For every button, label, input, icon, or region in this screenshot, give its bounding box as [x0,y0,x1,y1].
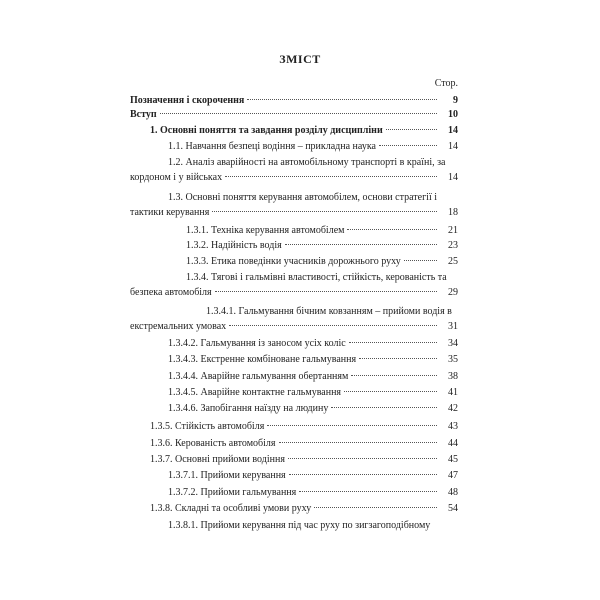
toc-entry [168,140,458,154]
toc-entry [168,486,458,500]
toc-entry-label: Вступ [130,109,157,120]
toc-entry-label: 1.3.4.2. Гальмування із заносом усіх коліс [168,338,346,349]
leader-dots [279,442,438,443]
toc-entry-page: 41 [448,387,458,398]
toc-entry-label: 1.3.7.2. Прийоми гальмування [168,487,297,498]
toc-entry [130,108,458,122]
toc-entry-page: 34 [448,338,458,349]
toc-entry-page: 38 [448,371,458,382]
toc-entry-page: 9 [453,95,458,106]
toc-entry [150,453,458,467]
leader-dots [351,375,437,376]
toc-entry-page: 54 [448,503,458,514]
toc-entry-page: 42 [448,403,458,414]
toc-entry-label: 1.3.4.4. Аварійне гальмування обертанням [168,371,349,382]
toc-entry-page: 25 [448,256,458,267]
leader-dots [289,474,437,475]
toc-entry-label: 1.3.1. Техніка керування автомобілем [186,225,345,236]
leader-dots [285,244,437,245]
toc-entry-page: 14 [448,172,458,183]
leader-dots [344,391,437,392]
toc-entry [130,286,458,300]
toc-entry [168,370,458,384]
toc-entry [168,402,458,416]
toc-entry-label-line1: 1.2. Аналіз аварійності на автомобільному транспорті в країні, за [168,157,446,168]
leader-dots [247,99,437,100]
leader-dots [379,145,437,146]
toc-entry-page: 14 [448,141,458,152]
toc-entry [186,239,458,253]
toc-entry-page: 45 [448,454,458,465]
toc-entry-page: 48 [448,487,458,498]
leader-dots [349,342,437,343]
page-title: ЗМІСТ [279,52,321,66]
toc-entry-label: 1.3.8. Складні та особливі умови руху [150,503,312,514]
toc-entry-page: 47 [448,470,458,481]
toc-entry-label: 1.3.3. Етика поведінки учасників дорожнього руху [186,256,401,267]
toc-entry-label: 1.3.4.6. Запобігання наїзду на людину [168,403,329,414]
toc-entry-label: 1.3.4.5. Аварійне контактне гальмування [168,387,342,398]
toc-entry-label: 1.3.2. Надійність водія [186,240,282,251]
leader-dots [386,129,437,130]
toc-entry-page: 23 [448,240,458,251]
toc-entry [168,386,458,400]
toc-entry-label-line1: 1.3.4. Тягові і гальмівні властивості, стійкість, керованість та [186,272,447,283]
toc-entry-page: 14 [448,125,458,136]
toc-entry-label: 1.3.6. Керованість автомобіля [150,438,276,449]
leader-dots [215,291,437,292]
toc-entry-label-line1: 1.3.8.1. Прийоми керування під час руху по зигзагоподібному [168,520,431,531]
leader-dots [229,325,437,326]
toc-entry [130,206,458,220]
toc-entry-label-line1: 1.3.4.1. Гальмування бічним ковзанням – прийоми водія в [206,306,452,317]
toc-entry-page: 44 [448,438,458,449]
toc-entry-page: 35 [448,354,458,365]
leader-dots [267,425,437,426]
toc-entry-page: 43 [448,421,458,432]
toc-entry-label: 1.3.7.1. Прийоми керування [168,470,286,481]
toc-entry-label-line1: 1.3. Основні поняття керування автомобілем, основи стратегії і [168,192,437,203]
leader-dots [331,407,437,408]
toc-entry-page: 29 [448,287,458,298]
leader-dots [347,229,437,230]
leader-dots [314,507,437,508]
toc-entry-label: 1.3.7. Основні прийоми водіння [150,454,285,465]
toc-entry-label: Позначення і скорочення [130,95,245,106]
leader-dots [212,211,437,212]
toc-entry [168,469,458,483]
toc-entry-label: 1. Основні поняття та завдання розділу дисципліни [150,125,383,136]
toc-entry-page: 10 [448,109,458,120]
toc-entry-page: 21 [448,225,458,236]
toc-entry-label: 1.3.5. Стійкість автомобіля [150,421,265,432]
toc-entry-label: 1.1. Навчання безпеці водіння – прикладна наука [168,141,376,152]
toc-entry [150,124,458,138]
leader-dots [299,491,437,492]
toc-entry [186,224,458,238]
leader-dots [160,113,437,114]
toc-entry [168,337,458,351]
toc-entry [168,353,458,367]
toc-entry-page: 31 [448,321,458,332]
leader-dots [225,176,437,177]
toc-entry-label: тактики керування [130,207,210,218]
toc-entry-label: 1.3.4.3. Екстренне комбіноване гальмування [168,354,357,365]
toc-entry [150,420,458,434]
toc-entry [150,437,458,451]
toc-entry [150,502,458,516]
leader-dots [359,358,437,359]
toc-entry [130,94,458,108]
toc-entry [186,255,458,269]
toc-entry-page: 18 [448,207,458,218]
toc-entry [130,320,458,334]
leader-dots [404,260,437,261]
toc-entry-label: безпека автомобіля [130,287,212,298]
page-column-header: Стор. [434,78,458,89]
toc-entry-label: кордоном і у військах [130,172,223,183]
toc-entry [130,171,458,185]
toc-entry-label: екстремальних умовах [130,321,227,332]
leader-dots [288,458,437,459]
